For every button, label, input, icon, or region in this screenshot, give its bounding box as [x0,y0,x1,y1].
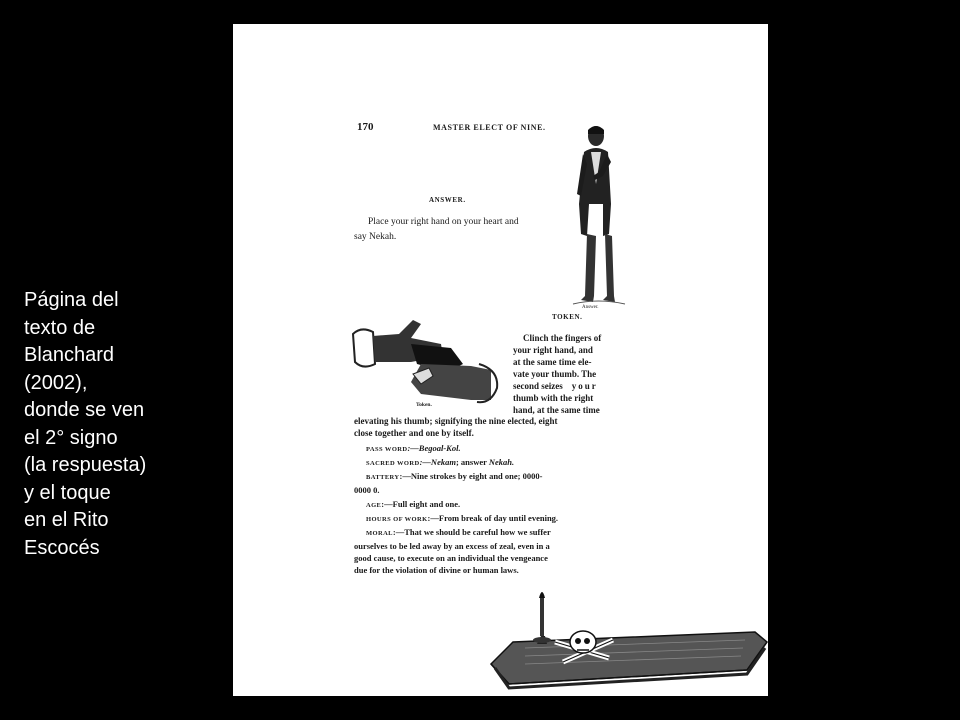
caption-line: en el Rito [24,509,109,531]
token-continuation-line: close together and one by itself. [354,428,474,438]
entry-value: good cause, to execute on an individual the vengeance [354,553,548,563]
entry-label: HOURS OF WORK [366,516,428,523]
entry-label: AGE [366,502,382,509]
handshake-token-illustration [351,304,501,404]
answer-line: say Nekah. [354,232,397,242]
figure-caption-answer: Answer. [582,305,599,310]
page-number: 170 [357,121,374,133]
token-line: Clinch the fingers of [523,333,602,343]
token-line: hand, at the same time [513,405,600,415]
token-line: at the same time ele- [513,357,592,367]
entry-value: Nekah. [488,457,515,467]
caption-line: (2002), [24,371,88,394]
token-continuation [354,415,629,439]
caption-line: Escocés [24,536,100,559]
entry-label: MORAL [366,530,393,537]
entry-value: :—That we should be careful how we suffer [392,527,551,537]
token-description [513,332,625,416]
moral-entry [354,526,629,576]
token-line: vate your thumb. The [513,369,597,379]
answer-text [354,215,574,245]
token-line: your right hand, and [513,345,593,355]
pass-word-entry [354,442,629,456]
entry-value: ; answer [455,457,487,467]
hours-of-work-entry [354,512,629,526]
caption-line: Página del [24,289,119,311]
caption-line: el 2° signo [24,426,118,449]
caption-line: y el toque [24,481,111,504]
battery-entry [354,470,629,496]
entry-value: :—Nekam [419,457,456,467]
token-line: thumb with the right [513,393,594,403]
entry-value: due for the violation of divine or human laws. [354,565,519,575]
entry-label: BATTERY [366,474,400,481]
entry-value: :—From break of day until evening. [427,513,559,523]
answer-heading: ANSWER. [429,196,466,204]
coffin-skull-candle-illustration [485,584,768,696]
caption-line: (la respuesta) [24,454,147,476]
entry-value: :—Nine strokes by eight and one; 0000- [399,471,543,481]
degree-entries [354,442,629,576]
entry-value: ourselves to be led away by an excess of zeal, even in a [354,541,550,551]
slide-caption [24,287,224,562]
token-line: second seizes [513,381,563,391]
figure-caption-token: Token. [416,402,432,408]
token-continuation-line: elevating his thumb; signifying the nine elected, eight [354,416,558,426]
token-line: your [571,381,598,391]
book-page-scan [233,24,768,696]
sacred-word-entry [354,456,629,470]
caption-line: texto de [24,316,96,339]
caption-line: donde se ven [24,399,145,421]
entry-value: 0000 0. [354,485,380,495]
token-heading: TOKEN. [552,313,583,321]
answer-line: Place your right hand on your heart and [368,217,519,227]
entry-label: SACRED WORD [366,460,420,467]
running-head: MASTER ELECT OF NINE. [433,123,546,132]
age-entry [354,498,629,512]
token-line-row [513,380,625,392]
entry-value: :—Begoal-Kol. [407,443,461,453]
entry-label: PASS WORD [366,446,408,453]
entry-value: :—Full eight and one. [381,499,461,509]
caption-line: Blanchard [24,344,115,366]
